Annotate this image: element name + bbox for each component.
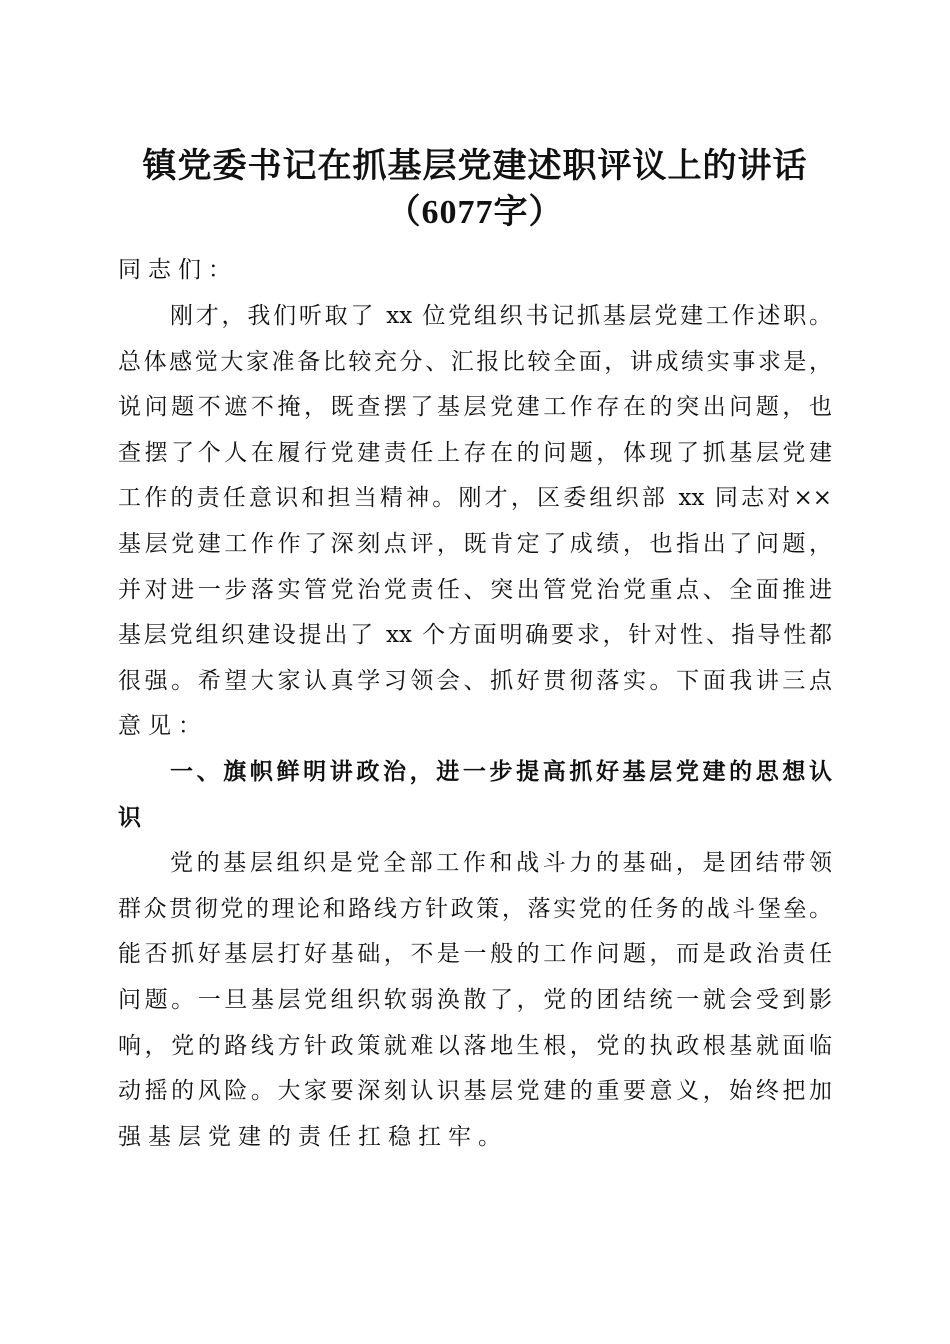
paragraph-line: 动摇的风险。大家要深刻认识基层党建的重要意义，始终把加	[118, 1078, 832, 1105]
section-heading-line: 一、旗帜鲜明讲政治，进一步提高抓好基层党建的思想认	[170, 759, 832, 785]
paragraph-line: 工作的责任意识和担当精神。刚才，区委组织部 xx 同志对××	[118, 485, 832, 512]
document-title: 镇党委书记在抓基层党建述职评议上的讲话	[142, 148, 808, 185]
section-heading-line: 识	[118, 804, 148, 831]
word-count-subtitle: （6077字）	[386, 194, 564, 231]
paragraph-line: 党的基层组织是党全部工作和战斗力的基础，是团结带领	[170, 850, 832, 877]
paragraph-line: 响，党的路线方针政策就难以落地生根，党的执政根基就面临	[118, 1032, 832, 1059]
paragraph-line: 很强。希望大家认真学习领会、抓好贯彻落实。下面我讲三点	[118, 667, 832, 694]
paragraph-line: 基层党组织建设提出了 xx 个方面明确要求，针对性、指导性都	[118, 622, 832, 649]
paragraph-line: 查摆了个人在履行党建责任上存在的问题，体现了抓基层党建	[118, 439, 832, 466]
paragraph-line: 基层党建工作作了深刻点评，既肯定了成绩，也指出了问题，	[118, 531, 832, 557]
paragraph-line: 总体感觉大家准备比较充分、汇报比较全面，讲成绩实事求是，	[118, 348, 832, 375]
paragraph-line: 群众贯彻党的理论和路线方针政策，落实党的任务的战斗堡垒。	[118, 895, 832, 922]
paragraph-line: 强基层党建的责任扛稳扛牢。	[118, 1123, 508, 1150]
paragraph-line: 刚才，我们听取了 xx 位党组织书记抓基层党建工作述职。	[170, 303, 832, 329]
paragraph-line: 说问题不遮不掩，既查摆了基层党建工作存在的突出问题，也	[118, 394, 832, 421]
paragraph-line: 问题。一旦基层党组织软弱涣散了，党的团结统一就会受到影	[118, 987, 832, 1013]
paragraph-line: 意见：	[118, 713, 208, 740]
paragraph-line: 能否抓好基层打好基础，不是一般的工作问题，而是政治责任	[118, 941, 832, 968]
paragraph-line: 并对进一步落实管党治党责任、突出管党治党重点、全面推进	[118, 576, 832, 603]
salutation: 同志们：	[118, 257, 238, 283]
